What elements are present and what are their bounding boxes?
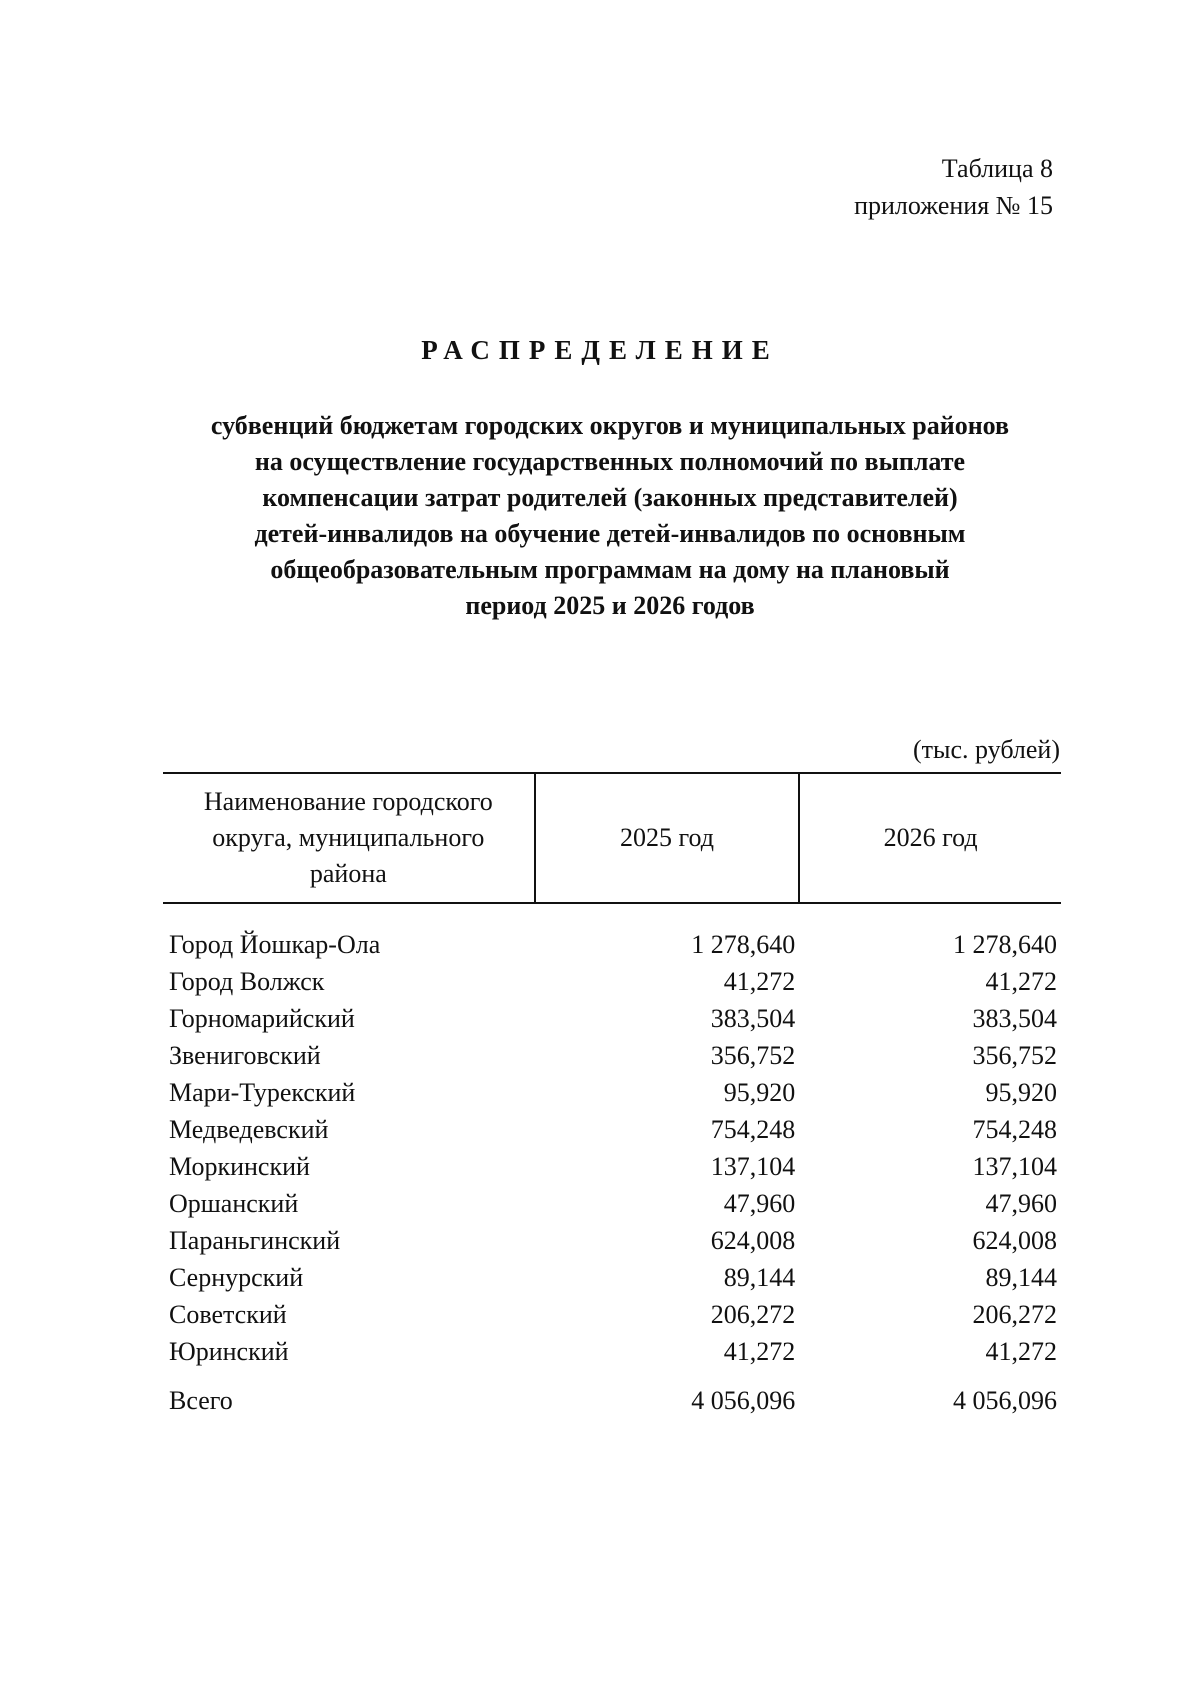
table-row (163, 1222, 1061, 1259)
district-name: Мари-Турекский (169, 1078, 356, 1107)
district-name: Сернурский (169, 1263, 304, 1292)
total-2025: 4 056,096 (691, 1386, 796, 1415)
district-name: Медведевский (169, 1115, 329, 1144)
value-2026: 95,920 (985, 1078, 1057, 1107)
value-2026: 356,752 (972, 1041, 1057, 1070)
table-reference (854, 150, 1053, 224)
header-2026: 2026 год (799, 773, 1061, 903)
table-row (163, 1074, 1061, 1111)
header-name-line: Наименование городского (203, 787, 493, 816)
document-subtitle (150, 408, 1070, 624)
header-name-line: района (309, 859, 387, 888)
district-name: Звениговский (169, 1041, 321, 1070)
value-2025: 137,104 (710, 1152, 796, 1181)
header-name-line: округа, муниципального (212, 823, 485, 852)
value-2025: 89,144 (723, 1263, 796, 1292)
table-header-row (163, 773, 1061, 903)
subtitle-line: на осуществление государственных полномочий по выплате (254, 447, 966, 476)
subtitle-line: компенсации затрат родителей (законных представителей) (262, 483, 958, 512)
district-name: Оршанский (169, 1189, 299, 1218)
value-2026: 41,272 (985, 967, 1057, 996)
district-name: Параньгинский (169, 1226, 341, 1255)
table-row (163, 1259, 1061, 1296)
table-row (163, 1148, 1061, 1185)
value-2026: 89,144 (985, 1263, 1057, 1292)
value-2026: 1 278,640 (953, 930, 1057, 959)
value-2025: 356,752 (710, 1041, 796, 1070)
table-row (163, 1111, 1061, 1148)
district-name: Горномарийский (169, 1004, 355, 1033)
value-2025: 95,920 (723, 1078, 796, 1107)
table-row (163, 963, 1061, 1000)
value-2025: 47,960 (723, 1189, 796, 1218)
total-2026: 4 056,096 (953, 1386, 1057, 1415)
value-2026: 383,504 (972, 1004, 1057, 1033)
district-name: Город Волжск (169, 967, 325, 996)
value-2025: 383,504 (710, 1004, 796, 1033)
subtitle-line: детей-инвалидов на обучение детей-инвалидов по основным (254, 519, 966, 548)
value-2025: 624,008 (710, 1226, 796, 1255)
subtitle-line: общеобразовательным программам на дому на плановый (270, 555, 950, 584)
table-number: Таблица 8 (941, 154, 1053, 183)
value-2026: 754,248 (972, 1115, 1057, 1144)
value-2025: 206,272 (710, 1300, 796, 1329)
value-2026: 41,272 (985, 1337, 1057, 1366)
district-name: Моркинский (169, 1152, 310, 1181)
appendix-number: приложения № 15 (854, 191, 1053, 220)
value-2025: 1 278,640 (691, 930, 796, 959)
value-2026: 624,008 (972, 1226, 1057, 1255)
value-2025: 754,248 (710, 1115, 796, 1144)
table-row (163, 1185, 1061, 1222)
table-row (163, 1296, 1061, 1333)
header-name (163, 773, 535, 903)
unit-label: (тыс. рублей) (912, 735, 1060, 764)
total-row (163, 1370, 1061, 1419)
distribution-table (163, 772, 1061, 1419)
value-2025: 41,272 (723, 1337, 796, 1366)
value-2026: 137,104 (972, 1152, 1057, 1181)
district-name: Юринский (169, 1337, 289, 1366)
table-row (163, 903, 1061, 963)
district-name: Город Йошкар-Ола (169, 930, 381, 959)
table-row (163, 1000, 1061, 1037)
value-2025: 41,272 (723, 967, 796, 996)
table-row (163, 1333, 1061, 1370)
table-row (163, 1037, 1061, 1074)
document-heading: РАСПРЕДЕЛЕНИЕ (421, 335, 779, 365)
district-name: Советский (169, 1300, 287, 1329)
total-label: Всего (169, 1386, 233, 1415)
value-2026: 206,272 (972, 1300, 1057, 1329)
header-2025: 2025 год (535, 773, 800, 903)
subtitle-line: субвенций бюджетам городских округов и муниципальных районов (210, 411, 1010, 440)
subtitle-line: период 2025 и 2026 годов (465, 591, 755, 620)
value-2026: 47,960 (985, 1189, 1057, 1218)
